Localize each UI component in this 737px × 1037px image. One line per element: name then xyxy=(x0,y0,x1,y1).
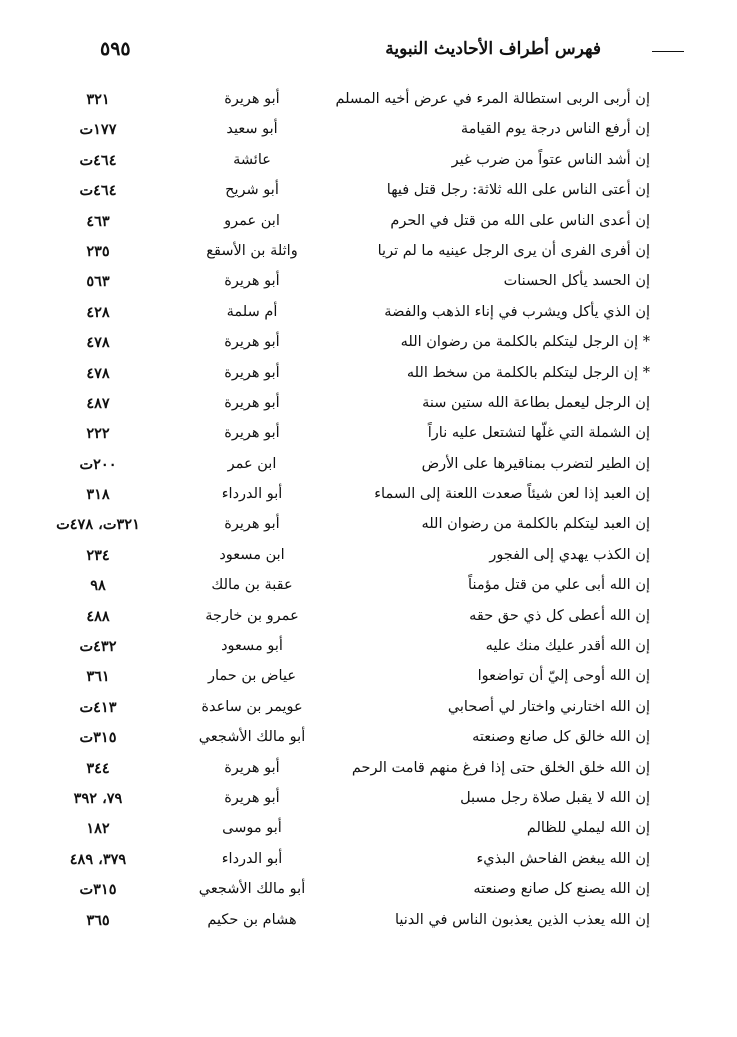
narrator-name: أبو هريرة xyxy=(224,759,280,776)
page-reference: ٤٧٨ xyxy=(86,364,110,382)
narrator-name: أبو الدرداء xyxy=(221,850,283,867)
narrator-name: أبو مالك الأشجعي xyxy=(198,881,306,898)
hadith-incipit: إن الله اختارني واختار لي أصحابي xyxy=(447,698,650,715)
index-row xyxy=(0,451,737,481)
index-row xyxy=(0,511,737,541)
index-row xyxy=(0,907,737,937)
page-reference: ٤٢٨ xyxy=(86,303,110,321)
narrator-name: أبو هريرة xyxy=(224,334,280,351)
hadith-incipit: إن الله خلق الخلق حتى إذا فرغ منهم قامت الرحم xyxy=(351,759,650,776)
hadith-incipit: إن الحسد يأكل الحسنات xyxy=(503,273,650,290)
narrator-name: أبو سعيد xyxy=(226,121,278,138)
index-row xyxy=(0,238,737,268)
hadith-incipit: إن الله يعذب الذين يعذبون الناس في الدنيا xyxy=(394,911,650,928)
page-header xyxy=(0,30,737,70)
index-row xyxy=(0,116,737,146)
narrator-name: عويمر بن ساعدة xyxy=(201,698,303,715)
page-reference: ٤٨٨ xyxy=(86,607,110,625)
hadith-incipit: إن الطير لتضرب بمناقيرها على الأرض xyxy=(421,455,650,472)
narrator-name: أبو هريرة xyxy=(224,273,280,290)
page-reference: ٢٠٠ت xyxy=(79,455,117,473)
index-row xyxy=(0,846,737,876)
page-number: ٥٩٥ xyxy=(100,38,131,60)
index-row xyxy=(0,208,737,238)
hadith-incipit: إن الكذب يهدي إلى الفجور xyxy=(489,546,650,563)
page-reference: ٥٦٣ xyxy=(86,273,110,291)
page-reference: ٢٣٥ xyxy=(86,242,110,260)
index-row xyxy=(0,785,737,815)
narrator-name: واثلة بن الأسقع xyxy=(206,242,298,259)
narrator-name: أبو مالك الأشجعي xyxy=(198,729,306,746)
hadith-incipit: إن الله يصنع كل صانع وصنعته xyxy=(473,881,650,898)
hadith-incipit: * إن الرجل ليتكلم بالكلمة من سخط الله xyxy=(406,364,650,381)
page-reference: ٤٣٢ت xyxy=(79,638,117,656)
index-row xyxy=(0,390,737,420)
page-reference: ٣٢١ xyxy=(86,91,110,108)
running-title: فهرس أطراف الأحاديث النبوية xyxy=(385,39,601,59)
index-list xyxy=(0,86,737,937)
page-reference: ٩٨ xyxy=(90,577,106,595)
index-row xyxy=(0,360,737,390)
page-reference: ٤٦٤ت xyxy=(79,151,117,169)
hadith-incipit: إن الرجل ليعمل بطاعة الله ستين سنة xyxy=(422,394,650,411)
page-reference: ٣٢١ت، ٤٧٨ت xyxy=(56,516,140,534)
hadith-incipit: إن أربى الربى استطالة المرء في عرض أخيه المسلم xyxy=(335,91,650,107)
hadith-incipit: إن الله خالق كل صانع وصنعته xyxy=(472,729,650,746)
index-row xyxy=(0,268,737,298)
hadith-incipit: إن الله ليملي للظالم xyxy=(526,820,650,837)
index-row xyxy=(0,299,737,329)
hadith-incipit: إن الله أقدر عليك منك عليه xyxy=(485,638,650,655)
narrator-name: أبو الدرداء xyxy=(221,486,283,503)
index-row xyxy=(0,420,737,450)
page-reference: ٤٦٤ت xyxy=(79,182,117,200)
index-row xyxy=(0,329,737,359)
hadith-incipit: إن الله لا يقبل صلاة رجل مسبل xyxy=(460,789,650,806)
narrator-name: ابن عمر xyxy=(227,455,277,472)
index-row xyxy=(0,177,737,207)
page-reference: ٣٦١ xyxy=(86,668,110,686)
hadith-incipit: إن أشد الناس عتواً من ضرب غير xyxy=(451,151,650,168)
page-reference: ٣٦٥ xyxy=(86,911,110,929)
hadith-incipit: إن الله يبغض الفاحش البذيء xyxy=(476,850,650,867)
hadith-incipit: إن أعدى الناس على الله من قتل في الحرم xyxy=(390,212,650,229)
narrator-name: أبو هريرة xyxy=(224,394,280,411)
page-reference: ٣٧٩، ٤٨٩ xyxy=(69,850,127,868)
index-row xyxy=(0,542,737,572)
narrator-name: أبو هريرة xyxy=(224,91,280,107)
index-row xyxy=(0,633,737,663)
page-reference: ٣١٨ xyxy=(86,486,110,504)
hadith-incipit: إن الله أبى علي من قتل مؤمناً xyxy=(468,577,650,594)
narrator-name: أبو هريرة xyxy=(224,789,280,806)
hadith-incipit: * إن الرجل ليتكلم بالكلمة من رضوان الله xyxy=(400,334,650,351)
index-row xyxy=(0,694,737,724)
narrator-name: أبو شريح xyxy=(225,182,279,199)
narrator-name: أبو هريرة xyxy=(224,516,280,533)
page-reference: ٢٢٢ xyxy=(86,425,110,443)
narrator-name: أبو هريرة xyxy=(224,364,280,381)
narrator-name: ابن عمرو xyxy=(224,212,280,229)
index-row xyxy=(0,755,737,785)
narrator-name: أم سلمة xyxy=(226,303,278,320)
index-row xyxy=(0,481,737,511)
index-row xyxy=(0,663,737,693)
page-reference: ٤٨٧ xyxy=(86,394,110,412)
hadith-incipit: إن الله أوحى إليّ أن تواضعوا xyxy=(477,668,650,685)
page-reference: ٣٤٤ xyxy=(86,759,110,777)
page-reference: ٣١٥ت xyxy=(79,881,117,899)
page-reference: ٧٩، ٣٩٢ xyxy=(73,789,123,807)
page-reference: ٤٦٣ xyxy=(86,212,110,230)
narrator-name: أبو موسى xyxy=(222,820,282,837)
narrator-name: عمرو بن خارجة xyxy=(205,607,299,624)
index-row xyxy=(0,876,737,906)
narrator-name: عقبة بن مالك xyxy=(211,577,293,594)
index-row xyxy=(0,603,737,633)
narrator-name: أبو مسعود xyxy=(221,638,283,655)
page-reference: ٤٧٨ xyxy=(86,334,110,352)
hadith-incipit: إن أفرى الفرى أن يرى الرجل عينيه ما لم تريا xyxy=(377,242,650,259)
page-reference: ٣١٥ت xyxy=(79,729,117,747)
index-row xyxy=(0,815,737,845)
index-row xyxy=(0,86,737,116)
narrator-name: عياض بن حمار xyxy=(207,668,297,685)
page-reference: ١٧٧ت xyxy=(79,121,117,139)
page-reference: ٢٣٤ xyxy=(86,546,110,564)
narrator-name: هشام بن حكيم xyxy=(207,911,297,928)
hadith-incipit: إن العبد إذا لعن شيئاً صعدت اللعنة إلى السماء xyxy=(374,486,650,503)
hadith-incipit: إن الذي يأكل ويشرب في إناء الذهب والفضة xyxy=(384,303,650,320)
index-row xyxy=(0,724,737,754)
narrator-name: عائشة xyxy=(233,151,271,168)
narrator-name: أبو هريرة xyxy=(224,425,280,442)
index-row xyxy=(0,147,737,177)
hadith-incipit: إن أرفع الناس درجة يوم القيامة xyxy=(460,121,650,138)
index-row xyxy=(0,572,737,602)
hadith-incipit: إن أعتى الناس على الله ثلاثة: رجل قتل فيها xyxy=(386,182,650,199)
narrator-name: ابن مسعود xyxy=(219,546,285,563)
page-reference: ٤١٣ت xyxy=(79,698,117,716)
hadith-incipit: إن الشملة التي غلّها لتشتعل عليه ناراً xyxy=(427,425,650,442)
hadith-incipit: إن الله أعطى كل ذي حق حقه xyxy=(469,607,650,624)
hadith-incipit: إن العبد ليتكلم بالكلمة من رضوان الله xyxy=(421,516,650,533)
header-rule xyxy=(652,51,684,52)
page-reference: ١٨٢ xyxy=(86,820,110,838)
